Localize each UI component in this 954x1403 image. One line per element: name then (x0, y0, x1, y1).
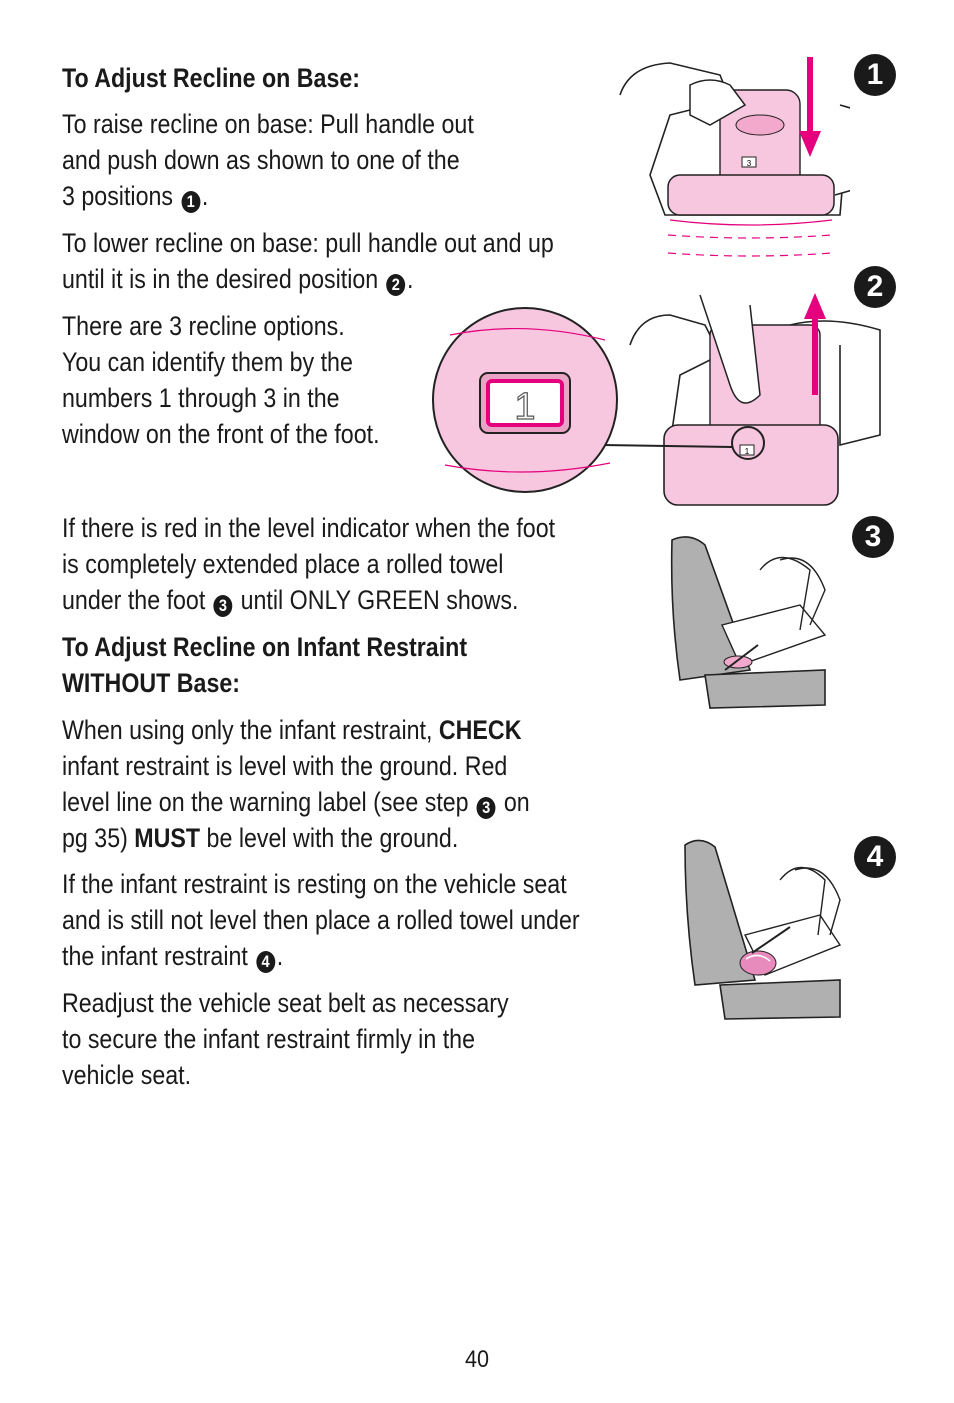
check-line-3-text: level line on the warning label (see step (62, 787, 469, 817)
resting-line-3-end: . (276, 941, 284, 971)
step-2-marker: 2 (386, 274, 405, 296)
step-1-badge: 1 (854, 54, 896, 96)
towel-line-3 (62, 582, 518, 618)
check-line-3-end: on (503, 787, 530, 817)
step-3-ref-marker: 3 (477, 797, 496, 819)
check-line-4-text: pg 35) (62, 823, 128, 853)
page-number: 40 (464, 1346, 490, 1373)
check-line-1-text: When using only the infant restraint, (62, 715, 433, 745)
recline-up-illustration (430, 285, 890, 510)
foot-window-label-1: 1 (744, 447, 750, 456)
heading-infant-line-1: To Adjust Recline on Infant Restraint (62, 632, 468, 662)
readjust-line-2: to secure the infant restraint firmly in the (62, 1024, 475, 1054)
raise-line-2: and push down as shown to one of the (62, 145, 460, 175)
check-line-1 (62, 712, 521, 748)
must-emphasis: MUST (134, 823, 201, 853)
resting-line-2: and is still not level then place a rolled towel under (62, 905, 580, 935)
towel-under-foot-illustration (660, 530, 830, 710)
resting-line-3 (62, 938, 283, 974)
readjust-line-1: Readjust the vehicle seat belt as necessary (62, 988, 509, 1018)
towel-line-3-end: until ONLY GREEN shows. (240, 585, 519, 615)
raise-line-3-end: . (201, 181, 209, 211)
lower-line-2-end: . (407, 264, 414, 294)
recline-down-illustration (610, 45, 850, 270)
step-3-badge: 3 (852, 516, 894, 558)
options-line-2: You can identify them by the (62, 347, 353, 377)
options-line-4: window on the front of the foot. (62, 419, 380, 449)
heading-recline-base: To Adjust Recline on Base: (62, 63, 361, 93)
towel-line-2: is completely extended place a rolled towel (62, 549, 504, 579)
options-line-3: numbers 1 through 3 in the (62, 383, 340, 413)
raise-line-3 (62, 178, 208, 214)
foot-window-label-3: 3 (746, 159, 752, 168)
towel-under-restraint-illustration (680, 835, 850, 1020)
readjust-line-3: vehicle seat. (62, 1060, 192, 1090)
raise-line-3-text: 3 positions (62, 181, 174, 211)
towel-line-3-text: under the foot (62, 585, 206, 615)
lower-line-2-text: until it is in the desired position (62, 264, 379, 294)
lower-line-2 (62, 261, 414, 297)
raise-line-1: To raise recline on base: Pull handle out (62, 109, 474, 139)
check-emphasis: CHECK (438, 715, 522, 745)
check-line-2: infant restraint is level with the ground. Red (62, 751, 508, 781)
resting-line-3-text: the infant restraint (62, 941, 248, 971)
zoom-window-number: 1 (514, 386, 536, 428)
check-line-4-end: be level with the ground. (206, 823, 459, 853)
check-line-4 (62, 820, 458, 856)
lower-line-1: To lower recline on base: pull handle out and up (62, 228, 554, 258)
check-line-3 (62, 784, 530, 820)
step-4-badge: 4 (854, 836, 896, 878)
towel-line-1: If there is red in the level indicator when the foot (62, 513, 556, 543)
step-2-badge: 2 (854, 266, 896, 308)
options-line-1: There are 3 recline options. (62, 311, 345, 341)
step-4-marker: 4 (256, 951, 275, 973)
heading-infant-line-2: WITHOUT Base: (62, 668, 241, 698)
resting-line-1: If the infant restraint is resting on the vehicle seat (62, 869, 567, 899)
step-3-marker: 3 (213, 595, 232, 617)
step-1-marker: 1 (181, 191, 200, 213)
